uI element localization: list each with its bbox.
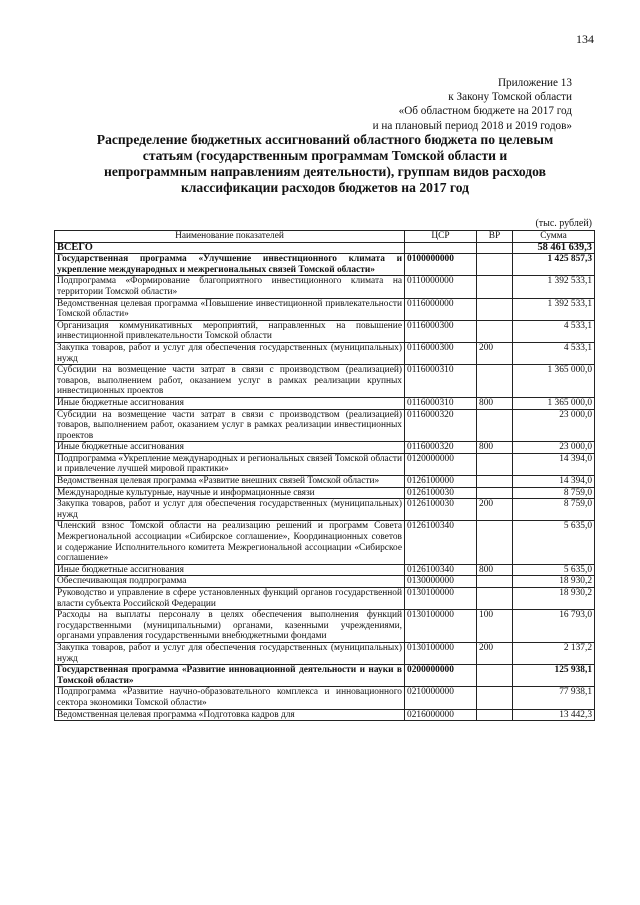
cell-sum: 1 392 533,1 [513, 276, 595, 298]
cell-csr [405, 242, 477, 254]
cell-vr [477, 365, 513, 398]
table-row [55, 521, 595, 564]
cell-csr: 0200000000 [405, 665, 477, 687]
cell-vr [477, 298, 513, 320]
cell-csr: 0126100000 [405, 476, 477, 488]
cell-name: Подпрограмма «Укрепление международных и региональных связей Томской области и привлечение лучшей мировой практики» [55, 453, 405, 475]
table-row [55, 453, 595, 475]
cell-csr: 0216000000 [405, 709, 477, 721]
cell-csr: 0100000000 [405, 254, 477, 276]
table-row [55, 665, 595, 687]
table-row [55, 276, 595, 298]
cell-csr: 0126100030 [405, 499, 477, 521]
cell-csr: 0130100000 [405, 588, 477, 610]
table-row [55, 687, 595, 709]
appendix-line: и на плановый период 2018 и 2019 годов» [372, 119, 572, 132]
cell-name: Иные бюджетные ассигнования [55, 564, 405, 576]
cell-vr: 200 [477, 499, 513, 521]
cell-sum: 4 533,1 [513, 320, 595, 342]
table-row [55, 442, 595, 454]
cell-sum: 1 392 533,1 [513, 298, 595, 320]
cell-vr [477, 709, 513, 721]
cell-sum: 23 000,0 [513, 409, 595, 442]
cell-sum: 18 930,2 [513, 588, 595, 610]
cell-name: Закупка товаров, работ и услуг для обеспечения государственных (муниципальных) нужд [55, 342, 405, 364]
cell-name: Руководство и управление в сфере установленных функций органов государственной власти субъекта Российской Федерации [55, 588, 405, 610]
cell-vr [477, 242, 513, 254]
cell-sum: 58 461 639,3 [513, 242, 595, 254]
cell-vr [477, 254, 513, 276]
cell-csr: 0130000000 [405, 576, 477, 588]
cell-name: Расходы на выплаты персоналу в целях обеспечения выполнения функций государственными (муниципальными) органами, казенными учреждениями, органами управления государственными внебюджетными фондами [55, 610, 405, 643]
cell-csr: 0116000000 [405, 298, 477, 320]
cell-csr: 0130100000 [405, 642, 477, 664]
table-row [55, 487, 595, 499]
cell-sum: 1 425 857,3 [513, 254, 595, 276]
cell-name: Международные культурные, научные и информационные связи [55, 487, 405, 499]
cell-name: Подпрограмма «Формирование благоприятного инвестиционного климата на территории Томской области» [55, 276, 405, 298]
table-row [55, 365, 595, 398]
cell-sum: 8 759,0 [513, 487, 595, 499]
cell-name: Закупка товаров, работ и услуг для обеспечения государственных (муниципальных) нужд [55, 642, 405, 664]
table-row [55, 709, 595, 721]
appendix-line: Приложение 13 [497, 77, 572, 89]
cell-name: Ведомственная целевая программа «Повышение инвестиционной привлекательности Томской области» [55, 298, 405, 320]
appendix-line: «Об областном бюджете на 2017 год [398, 105, 572, 118]
cell-csr: 0126100340 [405, 521, 477, 564]
cell-sum: 14 394,0 [513, 476, 595, 488]
table-row [55, 476, 595, 488]
column-header-name: Наименование показателей [55, 231, 405, 243]
table-body [55, 242, 595, 721]
cell-name: Организация коммуникативных мероприятий, направленных на повышение инвестиционной привлекательности Томской области [55, 320, 405, 342]
cell-name: Членский взнос Томской области на реализацию решений и программ Совета Межрегиональной ассоциации «Сибирское соглашение», Координационных советов и содержание Исполнительного комитета Межрегиональной ассоциации «Сибирское соглашение» [55, 521, 405, 564]
cell-vr [477, 487, 513, 499]
cell-sum: 23 000,0 [513, 442, 595, 454]
table-row [55, 298, 595, 320]
cell-name: Закупка товаров, работ и услуг для обеспечения государственных (муниципальных) нужд [55, 499, 405, 521]
cell-csr: 0116000300 [405, 342, 477, 364]
cell-csr: 0116000310 [405, 397, 477, 409]
table-row [55, 397, 595, 409]
cell-csr: 0126100030 [405, 487, 477, 499]
cell-sum: 14 394,0 [513, 453, 595, 475]
cell-vr: 200 [477, 642, 513, 664]
cell-name: ВСЕГО [55, 242, 405, 254]
table-header-row [55, 231, 595, 243]
cell-name: Подпрограмма «Развитие научно-образовательного комплекса и инновационного сектора экономики Томской области» [55, 687, 405, 709]
appendix-line: к Закону Томской области [448, 91, 572, 104]
cell-sum: 5 635,0 [513, 564, 595, 576]
cell-sum: 1 365 000,0 [513, 397, 595, 409]
cell-sum: 77 938,1 [513, 687, 595, 709]
cell-vr: 100 [477, 610, 513, 643]
cell-vr [477, 476, 513, 488]
cell-csr: 0116000320 [405, 442, 477, 454]
cell-name: Государственная программа «Развитие инновационной деятельности и науки в Томской области» [55, 665, 405, 687]
cell-sum: 125 938,1 [513, 665, 595, 687]
cell-vr: 800 [477, 564, 513, 576]
column-header-sum: Сумма [513, 231, 595, 243]
cell-vr [477, 320, 513, 342]
cell-name: Субсидии на возмещение части затрат в связи с производством (реализацией) товаров, выполнением работ, оказанием услуг в рамках реализации крупных инвестиционных проектов [55, 365, 405, 398]
cell-name: Обеспечивающая подпрограмма [55, 576, 405, 588]
appendix-block [373, 76, 572, 133]
table-row [55, 254, 595, 276]
cell-sum: 5 635,0 [513, 521, 595, 564]
table-row [55, 242, 595, 254]
cell-vr [477, 409, 513, 442]
budget-table [54, 230, 595, 721]
cell-sum: 18 930,2 [513, 576, 595, 588]
page-number: 134 [576, 32, 594, 46]
table-row [55, 642, 595, 664]
cell-sum: 13 442,3 [513, 709, 595, 721]
table-row [55, 610, 595, 643]
cell-name: Ведомственная целевая программа «Подготовка кадров для [55, 709, 405, 721]
cell-sum: 2 137,2 [513, 642, 595, 664]
table-row [55, 320, 595, 342]
cell-vr [477, 276, 513, 298]
cell-name: Иные бюджетные ассигнования [55, 442, 405, 454]
units-label: (тыс. рублей) [535, 218, 592, 229]
table-row [55, 342, 595, 364]
cell-vr [477, 687, 513, 709]
cell-csr: 0116000310 [405, 365, 477, 398]
column-header-vr: ВР [477, 231, 513, 243]
table-row [55, 499, 595, 521]
cell-csr: 0110000000 [405, 276, 477, 298]
cell-csr: 0116000300 [405, 320, 477, 342]
cell-sum: 16 793,0 [513, 610, 595, 643]
cell-csr: 0120000000 [405, 453, 477, 475]
cell-sum: 1 365 000,0 [513, 365, 595, 398]
table-row [55, 564, 595, 576]
document-title: Распределение бюджетных ассигнований областного бюджета по целевым статьям (государственным программам Томской области и непрограммным направлениям деятельности), группам видов расходов классификации расходов бюджетов на 2017 год [96, 132, 554, 195]
cell-vr: 200 [477, 342, 513, 364]
table-row [55, 576, 595, 588]
cell-vr: 800 [477, 442, 513, 454]
cell-csr: 0130100000 [405, 610, 477, 643]
cell-vr [477, 576, 513, 588]
cell-sum: 4 533,1 [513, 342, 595, 364]
cell-vr [477, 521, 513, 564]
table-row [55, 409, 595, 442]
cell-name: Ведомственная целевая программа «Развитие внешних связей Томской области» [55, 476, 405, 488]
cell-vr [477, 588, 513, 610]
cell-vr: 800 [477, 397, 513, 409]
cell-vr [477, 453, 513, 475]
cell-csr: 0210000000 [405, 687, 477, 709]
cell-name: Субсидии на возмещение части затрат в связи с производством (реализацией) товаров, выполнением работ, оказанием услуг в рамках реализации инвестиционных проектов [55, 409, 405, 442]
cell-name: Иные бюджетные ассигнования [55, 397, 405, 409]
cell-name: Государственная программа «Улучшение инвестиционного климата и укрепление международных и межрегиональных связей Томской области» [55, 254, 405, 276]
cell-sum: 8 759,0 [513, 499, 595, 521]
column-header-csr: ЦСР [405, 231, 477, 243]
cell-vr [477, 665, 513, 687]
cell-csr: 0116000320 [405, 409, 477, 442]
table-row [55, 588, 595, 610]
cell-csr: 0126100340 [405, 564, 477, 576]
